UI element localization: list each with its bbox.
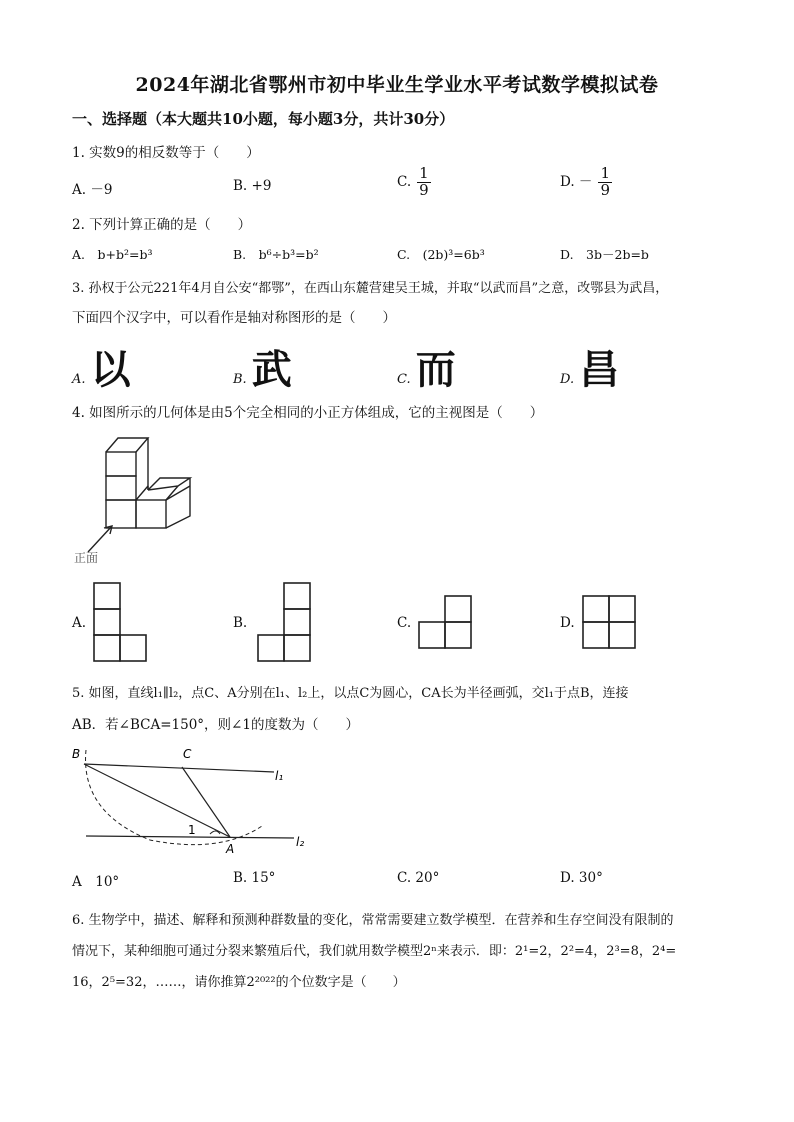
option-character: 武 [251,347,292,393]
line-l1-label: l₁ [275,769,284,783]
fraction-denominator: 9 [600,180,610,199]
q2-option-d[interactable]: D. 3b－2b=b [560,247,649,262]
point-c-label: C [183,747,192,761]
section-heading: 一、选择题（本大题共10小题，每小题3分，共计30分） [72,110,455,128]
point-a-label: A [226,842,235,856]
q4-option-c-view[interactable] [418,595,474,649]
q5-option-a[interactable]: A 10° [72,874,120,890]
q5-stem-line2: AB．若∠BCA=150°，则∠1的度数为（ ） [72,717,359,733]
point-b-label: B [72,747,81,761]
q3-stem-line1: 3. 孙权于公元221年4月自公安“都鄂”，在西山东麓营建吴王城，并取“以武而昌”之意，改鄂县为武昌， [72,281,669,296]
q6-line3: 16，2⁵=32，……，请你推算2²⁰²²的个位数字是（ ） [72,975,406,990]
option-character: 而 [415,347,456,393]
q1-option-d-fraction [598,166,612,199]
option-label: B. [233,372,247,387]
q6-line1: 6. 生物学中，描述、解释和预测种群数量的变化，常常需要建立数学模型．在营养和生存空间没有限制的 [72,913,674,928]
q1-stem: 1. 实数9的相反数等于（ ） [72,145,260,161]
q1-option-c[interactable] [397,166,431,199]
q5-option-b[interactable]: B. 15° [233,870,276,886]
q3-stem-line2: 下面四个汉字中，可以看作是轴对称图形的是（ ） [72,310,396,326]
q1-option-b[interactable]: B. +9 [233,178,272,194]
q5-geometry-figure [70,742,320,862]
q6-line2: 情况下，某种细胞可通过分裂来繁殖后代，我们就用数学模型2ⁿ来表示．即：2¹=2，2²=4，2³=8，2⁴= [72,944,677,959]
q4-option-a-view[interactable] [93,582,149,662]
option-label: D. [560,372,575,387]
q2-option-a[interactable]: A. b+b²=b³ [72,247,153,262]
angle-1-label: 1 [188,823,196,837]
fraction-numerator: 1 [419,164,429,182]
q2-stem: 2. 下列计算正确的是（ ） [72,217,252,233]
q3-option-b[interactable] [233,338,292,395]
option-character: 以 [90,347,131,393]
q1-option-a[interactable]: A. －9 [72,182,113,198]
q4-option-d-label[interactable]: D. [560,615,575,631]
q5-option-d[interactable]: D. 30° [560,870,603,886]
q1-option-d[interactable] [560,166,612,199]
q1-option-c-fraction [417,166,431,199]
q4-stem: 4. 如图所示的几何体是由5个完全相同的小正方体组成，它的主视图是（ ） [72,405,544,421]
q1-option-c-label: C. [397,173,412,190]
line-l2-label: l₂ [296,835,305,849]
q4-option-a-label[interactable]: A. [72,615,87,631]
fraction-denominator: 9 [419,180,429,199]
q3-option-d[interactable] [560,338,619,395]
option-label: A. [72,372,86,387]
option-character: 昌 [579,347,620,393]
front-label: 正面 [74,551,99,565]
q5-stem-line1: 5. 如图，直线l₁∥l₂，点C、A分别在l₁、l₂上，以点C为圆心，CA长为半径画弧，交l₁于点B，连接 [72,686,629,701]
q4-option-d-view[interactable] [582,595,638,649]
q3-option-c[interactable] [397,338,456,395]
q4-option-b-view[interactable] [257,582,313,662]
q1-option-d-label: D. － [560,173,593,190]
q3-option-a[interactable] [72,338,131,395]
q4-solid-figure [70,430,200,570]
q2-option-b[interactable]: B. b⁶÷b³=b² [233,247,319,262]
q2-option-c[interactable]: C. (2b)³=6b³ [397,247,485,262]
q4-option-c-label[interactable]: C. [397,615,412,631]
q5-option-c[interactable]: C. 20° [397,870,440,886]
option-label: C. [397,372,411,387]
fraction-numerator: 1 [600,164,610,182]
exam-title: 2024年湖北省鄂州市初中毕业生学业水平考试数学模拟试卷 [135,74,659,96]
q4-option-b-label[interactable]: B. [233,615,248,631]
